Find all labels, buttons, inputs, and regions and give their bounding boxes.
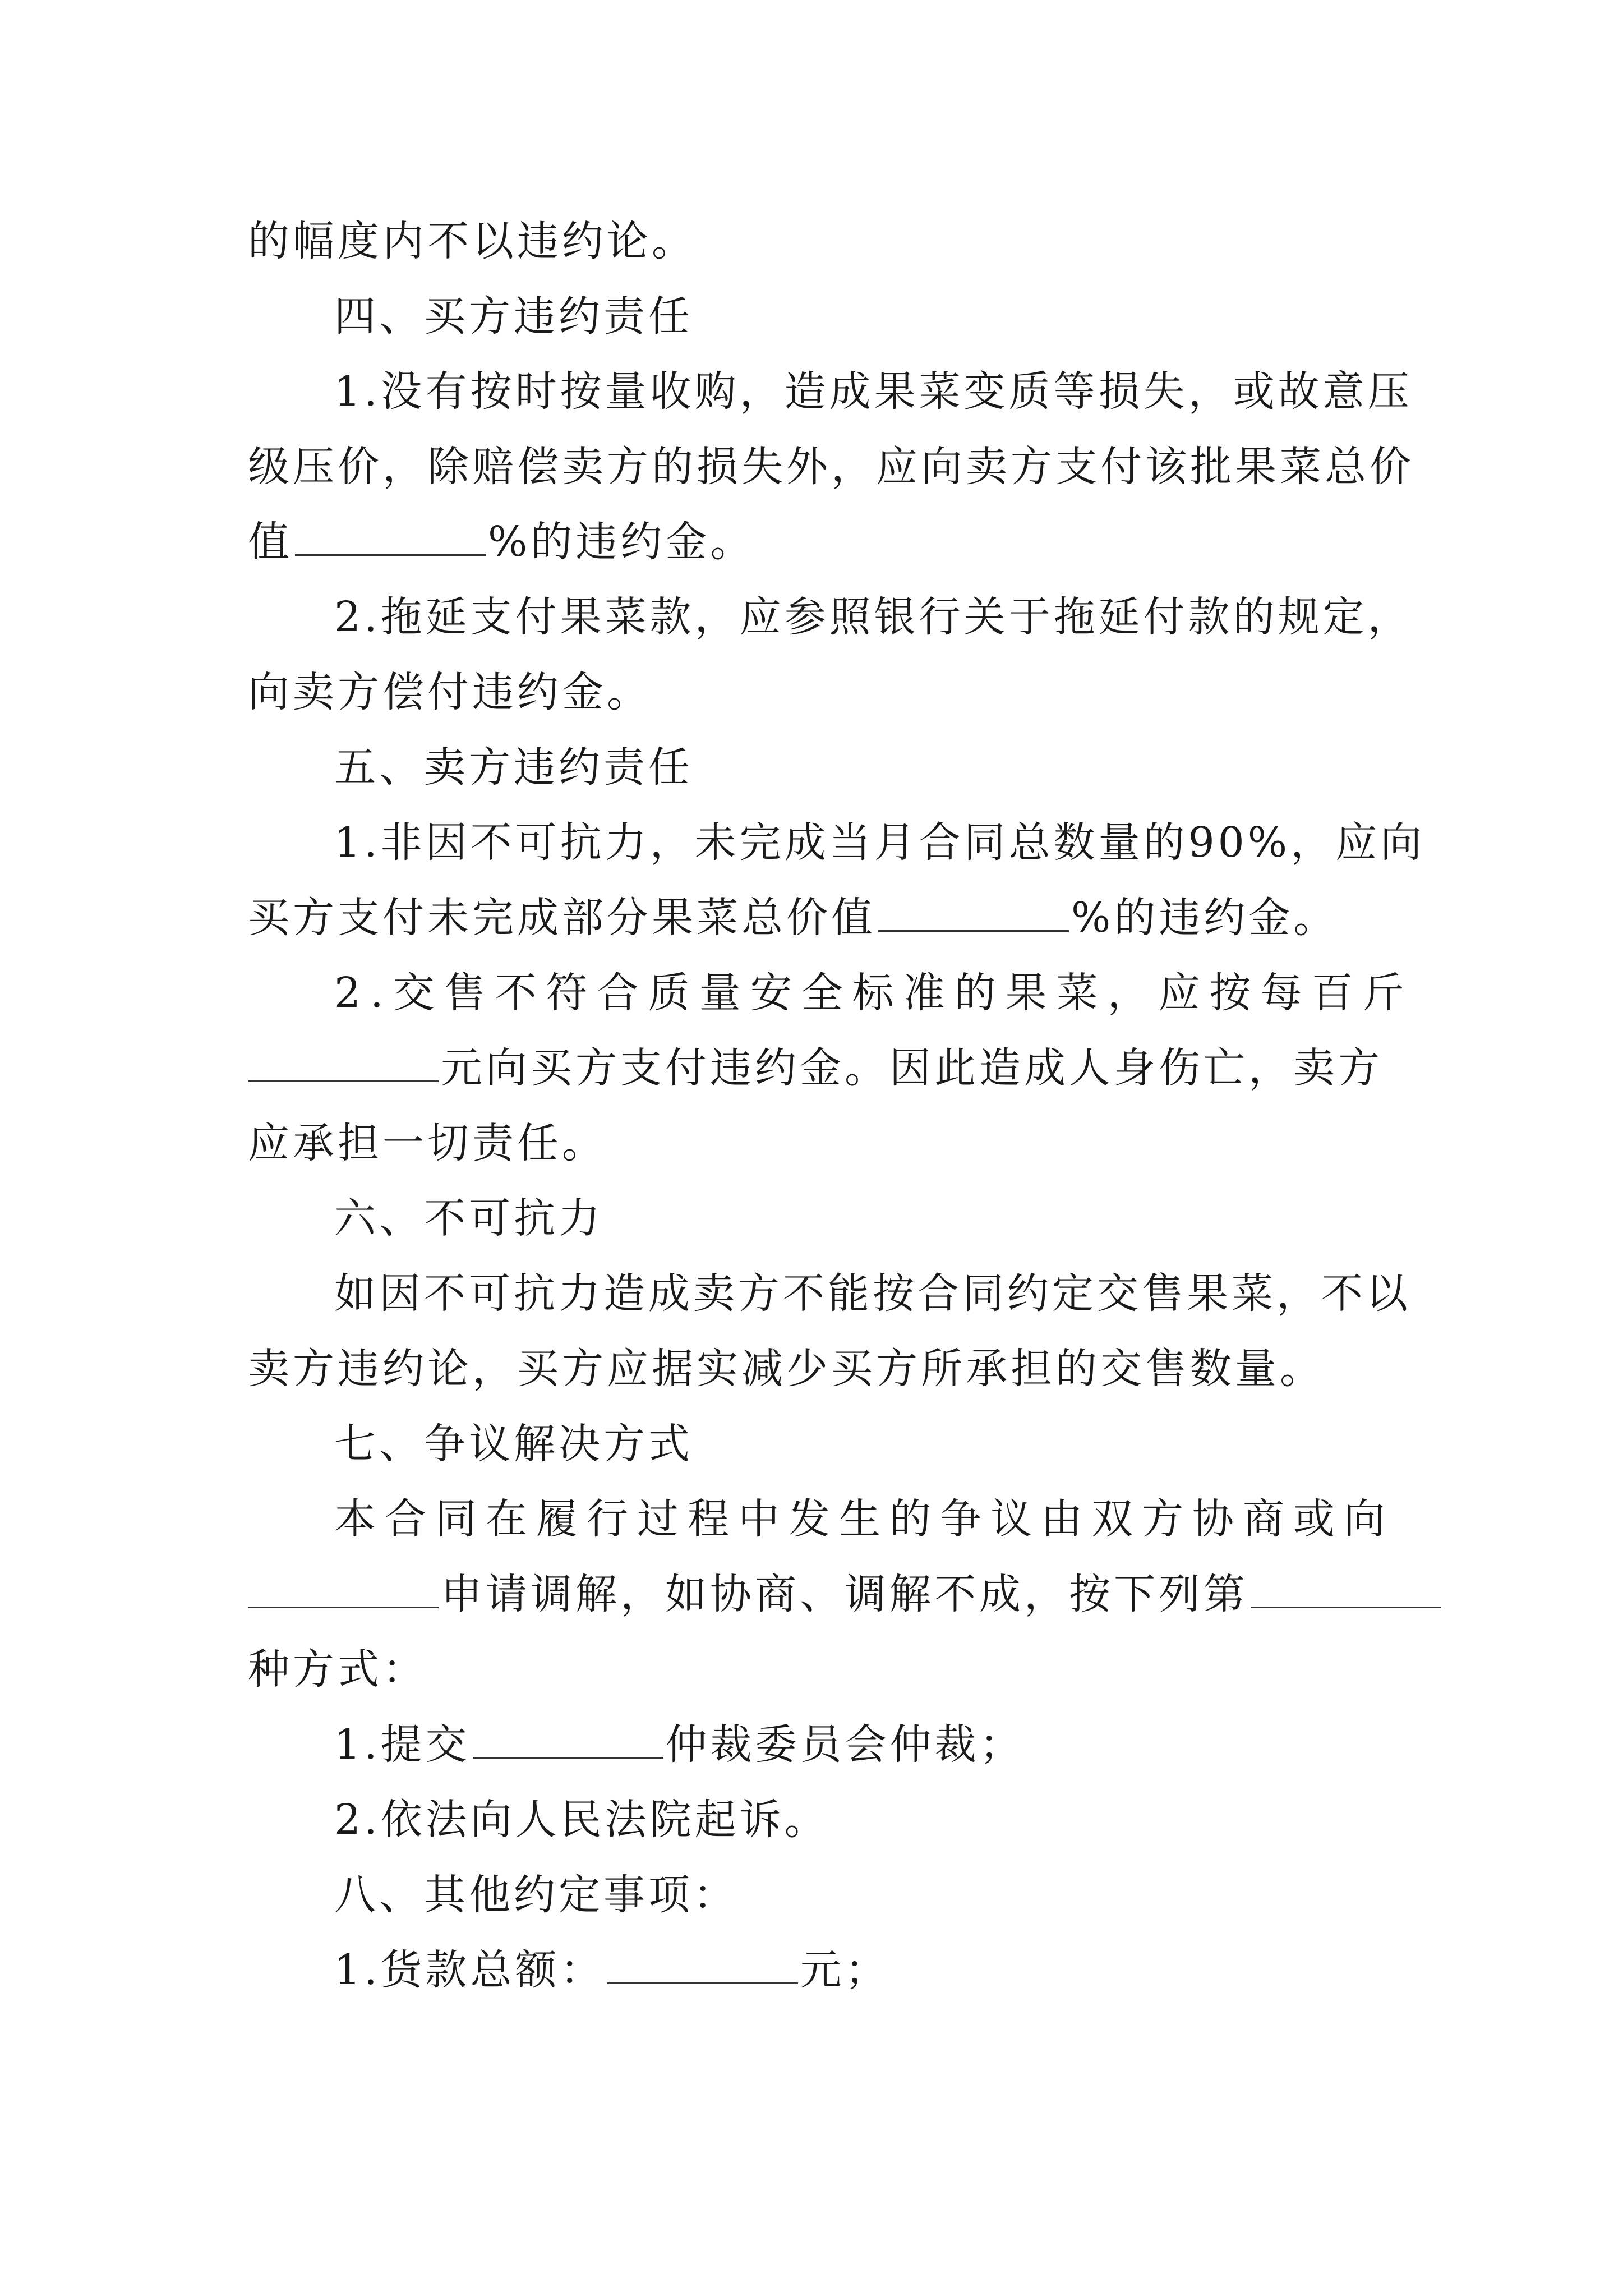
text-line-1: 的幅度内不以违约论。 bbox=[248, 217, 697, 265]
text-line-5: 值 %的违约金。 bbox=[248, 518, 755, 566]
section-heading-other-terms: 八、其他约定事项： bbox=[334, 1871, 738, 1919]
text-line-10: 买方支付未完成部分果菜总价值 %的违约金。 bbox=[248, 894, 1339, 942]
text-line-11: 2.交售不符合质量安全标准的果菜，应按每百斤 bbox=[334, 969, 1414, 1017]
text-line-18: 本合同在履行过程中发生的争议由双方协商或向 bbox=[334, 1495, 1394, 1543]
text-line-21: 1.提交 仲裁委员会仲裁； bbox=[334, 1720, 1025, 1769]
text-line-13: 应承担一切责任。 bbox=[248, 1119, 607, 1167]
section-heading-seller-liability: 五、卖方违约责任 bbox=[334, 743, 693, 792]
blank-field-total-payment bbox=[607, 1949, 798, 1984]
blank-field-penalty-percent-buyer bbox=[295, 521, 486, 556]
text-line-3: 1.没有按时按量收购，造成果菜变质等损失，或故意压 bbox=[334, 367, 1413, 416]
text-line-20: 种方式： bbox=[248, 1645, 427, 1694]
blank-field-penalty-percent-seller bbox=[878, 896, 1069, 932]
text-line-6: 2.拖延支付果菜款，应参照银行关于拖延付款的规定， bbox=[334, 593, 1413, 641]
section-heading-buyer-liability: 四、买方违约责任 bbox=[334, 292, 693, 341]
blank-field-mediator bbox=[248, 1573, 439, 1608]
section-heading-force-majeure: 六、不可抗力 bbox=[334, 1194, 603, 1243]
text-line-4: 级压价，除赔偿卖方的损失外，应向卖方支付该批果菜总价 bbox=[248, 443, 1414, 491]
text-line-19: 申请调解，如协商、调解不成，按下列第 bbox=[248, 1566, 1444, 1622]
blank-field-method-number bbox=[1251, 1573, 1441, 1608]
blank-field-arbitration-commission bbox=[473, 1723, 663, 1759]
text-line-16: 卖方违约论，买方应据实减少买方所承担的交售数量。 bbox=[248, 1345, 1325, 1393]
section-heading-dispute-resolution: 七、争议解决方式 bbox=[334, 1420, 693, 1468]
text-line-15: 如因不可抗力造成卖方不能按合同约定交售果菜，不以 bbox=[334, 1269, 1411, 1318]
text-line-9: 1.非因不可抗力，未完成当月合同总数量的90%，应向 bbox=[334, 818, 1426, 867]
blank-field-penalty-per-hundred-jin bbox=[248, 1047, 439, 1082]
text-line-24: 1.货款总额： 元； bbox=[334, 1946, 890, 1994]
text-line-22: 2.依法向人民法院起诉。 bbox=[334, 1796, 829, 1844]
text-line-12: 元向买方支付违约金。因此造成人身伤亡，卖方 bbox=[248, 1040, 1383, 1096]
text-line-7: 向卖方偿付违约金。 bbox=[248, 668, 652, 716]
